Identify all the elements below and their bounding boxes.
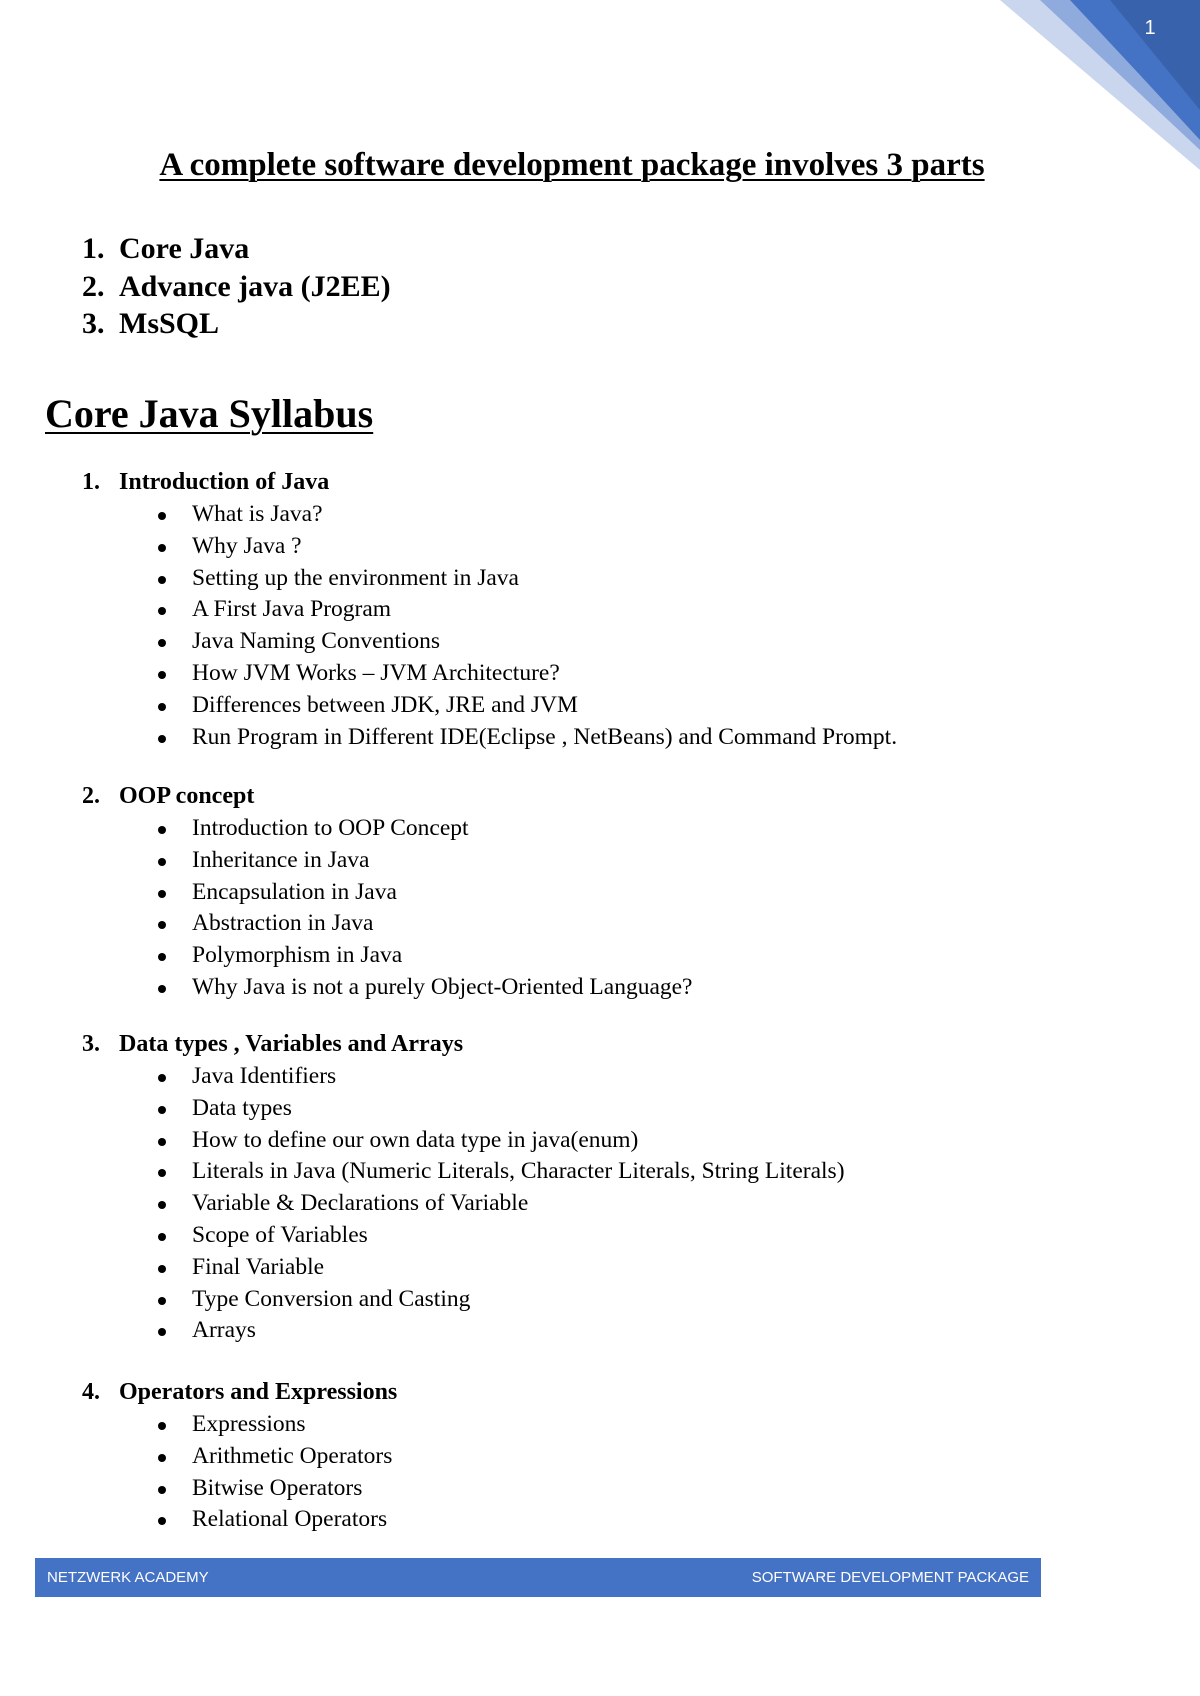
- topic-item: [82, 1315, 845, 1347]
- bullet-icon: [158, 921, 166, 929]
- parts-item-label: Core Java: [119, 232, 250, 265]
- bullet-icon: [158, 1265, 166, 1273]
- bullet-icon: [158, 953, 166, 961]
- topic-text: Abstraction in Java: [192, 910, 374, 937]
- topic-item: [82, 531, 897, 563]
- section-number: 2.: [82, 783, 100, 809]
- parts-item-number: 3.: [82, 307, 105, 340]
- section-heading: Data types , Variables and Arrays: [119, 1031, 464, 1057]
- section-number: 1.: [82, 469, 100, 495]
- main-title: A complete software development package involves 3 parts: [159, 147, 985, 183]
- topic-item: [82, 1125, 845, 1157]
- topic-item: [82, 813, 693, 845]
- topic-text: Introduction to OOP Concept: [192, 815, 469, 841]
- section-heading: OOP concept: [119, 783, 255, 809]
- section-number: 4.: [82, 1379, 100, 1405]
- topic-item: [82, 658, 897, 690]
- bullet-icon: [158, 1422, 166, 1430]
- topic-text: Relational Operators: [192, 1506, 388, 1533]
- bullet-icon: [158, 1454, 166, 1462]
- topic-item: [82, 722, 897, 754]
- section-number: 3.: [82, 1031, 100, 1057]
- bullet-icon: [158, 890, 166, 898]
- parts-item-label: Advance java (J2EE): [119, 269, 391, 303]
- topic-text: Arrays: [192, 1317, 256, 1344]
- topic-item: [82, 563, 897, 595]
- topic-item: [82, 1188, 845, 1220]
- section-title: [82, 467, 897, 499]
- topic-text: Data types: [192, 1094, 292, 1121]
- section-data-types: [82, 1029, 845, 1347]
- topic-text: Polymorphism in Java: [192, 942, 403, 969]
- parts-item-number: 2.: [82, 269, 105, 303]
- topic-item: [82, 845, 693, 877]
- topic-text: Arithmetic Operators: [192, 1442, 393, 1469]
- topic-text: Java Naming Conventions: [192, 628, 441, 655]
- bullet-icon: [158, 1297, 166, 1305]
- bullet-icon: [158, 544, 166, 552]
- topic-text: Literals in Java (Numeric Literals, Character Literals, String Literals): [192, 1158, 845, 1185]
- topic-text: How to define our own data type in java(enum): [192, 1126, 639, 1153]
- topic-text: Variable & Declarations of Variable: [192, 1190, 529, 1217]
- footer-right-text: SOFTWARE DEVELOPMENT PACKAGE: [751, 1569, 1029, 1586]
- topic-item: [82, 626, 897, 658]
- parts-item-label: MsSQL: [119, 307, 220, 340]
- section-title: [82, 1377, 397, 1409]
- page-number: 1: [1144, 17, 1156, 39]
- parts-item: [82, 305, 391, 343]
- section-heading: Operators and Expressions: [119, 1379, 398, 1405]
- bullet-icon: [158, 1517, 166, 1525]
- section-oop: [82, 781, 693, 1004]
- topic-text: What is Java?: [192, 501, 323, 527]
- topic-list: [82, 1061, 845, 1347]
- topic-item: [82, 908, 693, 940]
- bullet-icon: [158, 639, 166, 647]
- bullet-icon: [158, 826, 166, 834]
- topic-item: [82, 499, 897, 531]
- topic-item: [82, 594, 897, 626]
- bullet-icon: [158, 1138, 166, 1146]
- bullet-icon: [158, 576, 166, 584]
- section-title: [82, 1029, 845, 1061]
- topic-text: Java Identifiers: [192, 1063, 337, 1089]
- topic-item: [82, 972, 693, 1004]
- bullet-icon: [158, 607, 166, 615]
- section-heading: Introduction of Java: [119, 469, 330, 495]
- topic-text: Encapsulation in Java: [192, 878, 397, 905]
- bullet-icon: [158, 1106, 166, 1114]
- topic-text: Why Java ?: [192, 532, 302, 559]
- topic-text: Scope of Variables: [192, 1221, 368, 1248]
- parts-item: [82, 230, 391, 268]
- topic-text: How JVM Works – JVM Architecture?: [192, 659, 560, 686]
- topic-list: [82, 499, 897, 753]
- topic-text: Run Program in Different IDE(Eclipse , NetBeans) and Command Prompt.: [192, 723, 898, 750]
- bullet-icon: [158, 1233, 166, 1241]
- bullet-icon: [158, 671, 166, 679]
- topic-item: [82, 1156, 845, 1188]
- topic-text: Differences between JDK, JRE and JVM: [192, 691, 578, 718]
- bullet-icon: [158, 858, 166, 866]
- topic-item: [82, 1252, 845, 1284]
- syllabus-title: Core Java Syllabus: [45, 391, 374, 436]
- topic-text: Setting up the environment in Java: [192, 564, 519, 591]
- parts-list: [82, 230, 391, 343]
- bullet-icon: [158, 1201, 166, 1209]
- bullet-icon: [158, 1328, 166, 1336]
- topic-text: Final Variable: [192, 1253, 325, 1280]
- topic-text: Expressions: [192, 1411, 306, 1437]
- topic-list: [82, 1409, 397, 1536]
- topic-item: [82, 1409, 397, 1441]
- section-title: [82, 781, 693, 813]
- topic-item: [82, 877, 693, 909]
- bullet-icon: [158, 512, 166, 520]
- parts-item: [82, 268, 391, 306]
- bullet-icon: [158, 985, 166, 993]
- bullet-icon: [158, 1169, 166, 1177]
- topic-item: [82, 1473, 397, 1505]
- topic-text: Why Java is not a purely Object-Oriented Language?: [192, 973, 693, 1000]
- parts-item-number: 1.: [82, 232, 105, 265]
- bullet-icon: [158, 1486, 166, 1494]
- topic-item: [82, 940, 693, 972]
- bullet-icon: [158, 735, 166, 743]
- topic-text: Inheritance in Java: [192, 846, 370, 873]
- topic-item: [82, 1284, 845, 1316]
- topic-item: [82, 1504, 397, 1536]
- bullet-icon: [158, 703, 166, 711]
- topic-item: [82, 1220, 845, 1252]
- topic-item: [82, 1441, 397, 1473]
- topic-item: [82, 1061, 845, 1093]
- bullet-icon: [158, 1074, 166, 1082]
- page-footer: [35, 1558, 1041, 1597]
- section-operators: [82, 1377, 397, 1536]
- footer-left-text: NETZWERK ACADEMY: [47, 1569, 209, 1586]
- topic-text: Bitwise Operators: [192, 1474, 363, 1501]
- topic-list: [82, 813, 693, 1004]
- topic-text: Type Conversion and Casting: [192, 1285, 471, 1312]
- topic-item: [82, 690, 897, 722]
- topic-text: A First Java Program: [192, 596, 392, 623]
- topic-item: [82, 1093, 845, 1125]
- section-introduction: [82, 467, 897, 753]
